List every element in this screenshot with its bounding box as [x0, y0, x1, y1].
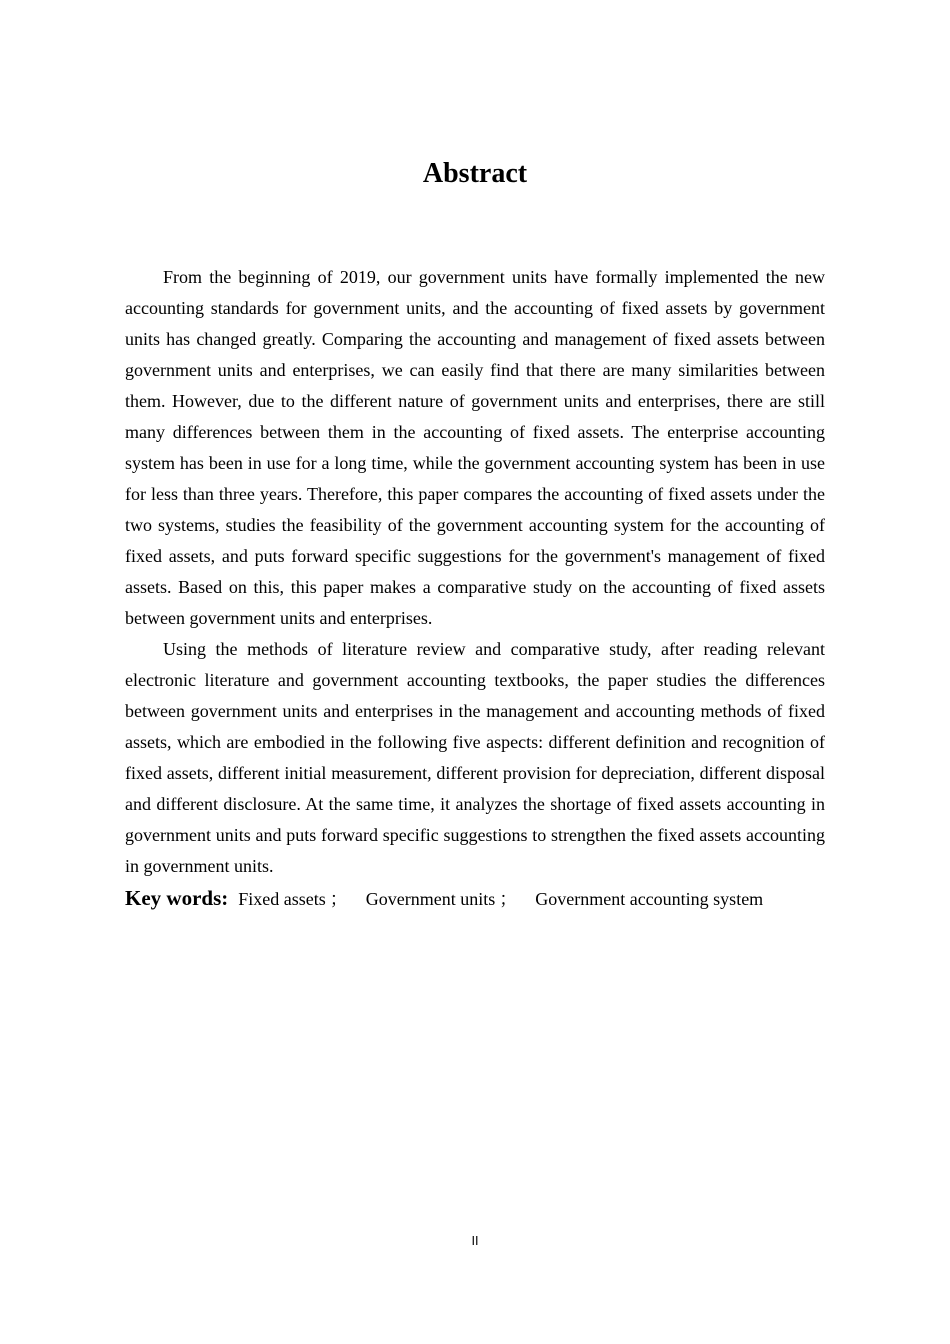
page-number: II [471, 1234, 479, 1248]
page-title: Abstract [422, 158, 528, 189]
abstract-body [125, 262, 825, 915]
keyword-item: Fixed assets [238, 889, 326, 909]
keywords-line [125, 882, 825, 915]
keyword-separator: ； [499, 889, 518, 909]
keyword-item: Government units [365, 889, 496, 909]
keywords-label: Key words: [125, 886, 229, 910]
abstract-paragraph-2: Using the methods of literature review and comparative study, after reading relevant electronic literature and government accounting textbooks, the paper studies the differences between government units and enterprises in the management and accounting methods of fixed assets, which are embodied in the following five aspects: different definition and recognition of fixed assets, different initial measurement, different provision for depreciation, different disposal and different disclosure. At the same time, it analyzes the shortage of fixed assets accounting in government units and puts forward specific suggestions to strengthen the fixed assets accounting in government units. [125, 639, 825, 876]
keyword-separator: ； [329, 889, 348, 909]
keyword-item: Government accounting system [535, 889, 764, 909]
abstract-paragraph-1: From the beginning of 2019, our government units have formally implemented the new accounting standards for government units, and the accounting of fixed assets by government units has changed greatly. Comparing the accounting and management of fixed assets between government units and enterprises, we can easily find that there are many similarities between them. However, due to the different nature of government units and enterprises, there are still many differences between them in the accounting of fixed assets. The enterprise accounting system has been in use for a long time, while the government accounting system has been in use for less than three years. Therefore, this paper compares the accounting of fixed assets under the two systems, studies the feasibility of the government accounting system for the accounting of fixed assets, and puts forward specific suggestions for the government's management of fixed assets. Based on this, this paper makes a comparative study on the accounting of fixed assets between government units and enterprises. [125, 267, 825, 628]
